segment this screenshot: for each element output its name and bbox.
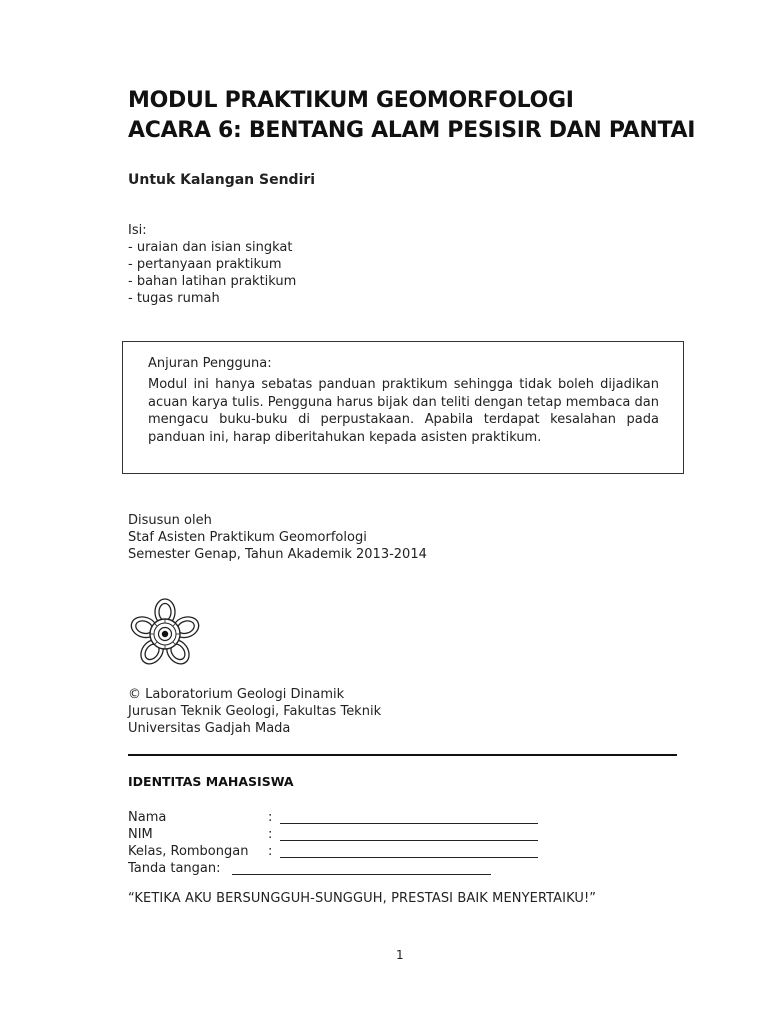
notice-body: Modul ini hanya sebatas panduan praktikum sehingga tidak boleh dijadikan acuan karya tulis. Pengguna harus bijak dan teliti dengan tetap membaca dan mengacu buku-buku di perpustakaan. Apabila terdapat kesalahan pada panduan ini, harap diberitahukan kepada asisten praktikum. [148,377,659,445]
author-credits [128,512,427,563]
notice-title: Anjuran Pengguna: [148,356,272,371]
module-title: MODUL PRAKTIKUM GEOMORFOLOGI [128,88,574,113]
contents-heading: Isi: [128,223,147,238]
user-notice-box [122,341,684,474]
name-field-line [280,823,538,824]
field-colon: : [268,827,273,842]
lab-line: Universitas Gadjah Mada [128,721,291,736]
class-field-label: Kelas, Rombongan [128,844,249,859]
credits-line: Disusun oleh [128,513,212,528]
section-divider [128,754,677,756]
laboratory-info [128,686,381,737]
contents-item: - pertanyaan praktikum [128,257,282,272]
page-number: 1 [396,948,404,962]
contents-list [128,222,296,307]
lab-line: © Laboratorium Geologi Dinamik [128,687,345,702]
nim-field-label: NIM [128,827,153,842]
signature-field-line [232,874,491,875]
lab-line: Jurusan Teknik Geologi, Fakultas Teknik [128,704,382,719]
class-field-line [280,857,538,858]
identity-heading: IDENTITAS MAHASISWA [128,774,294,789]
name-field-label: Nama [128,810,167,825]
credits-line: Semester Genap, Tahun Akademik 2013-2014 [128,547,427,562]
contents-item: - bahan latihan praktikum [128,274,297,289]
chapter-title: ACARA 6: BENTANG ALAM PESISIR DAN PANTAI [128,118,696,143]
nim-field-line [280,840,538,841]
audience-subtitle: Untuk Kalangan Sendiri [128,172,316,188]
field-colon: : [268,844,273,859]
university-emblem-icon [125,597,205,671]
contents-item: - uraian dan isian singkat [128,240,293,255]
motto-quote: “KETIKA AKU BERSUNGGUH-SUNGGUH, PRESTASI BAIK MENYERTAIKU!” [128,891,597,906]
contents-item: - tugas rumah [128,291,220,306]
field-colon: : [268,810,273,825]
credits-line: Staf Asisten Praktikum Geomorfologi [128,530,367,545]
signature-field-label: Tanda tangan: [128,861,221,876]
